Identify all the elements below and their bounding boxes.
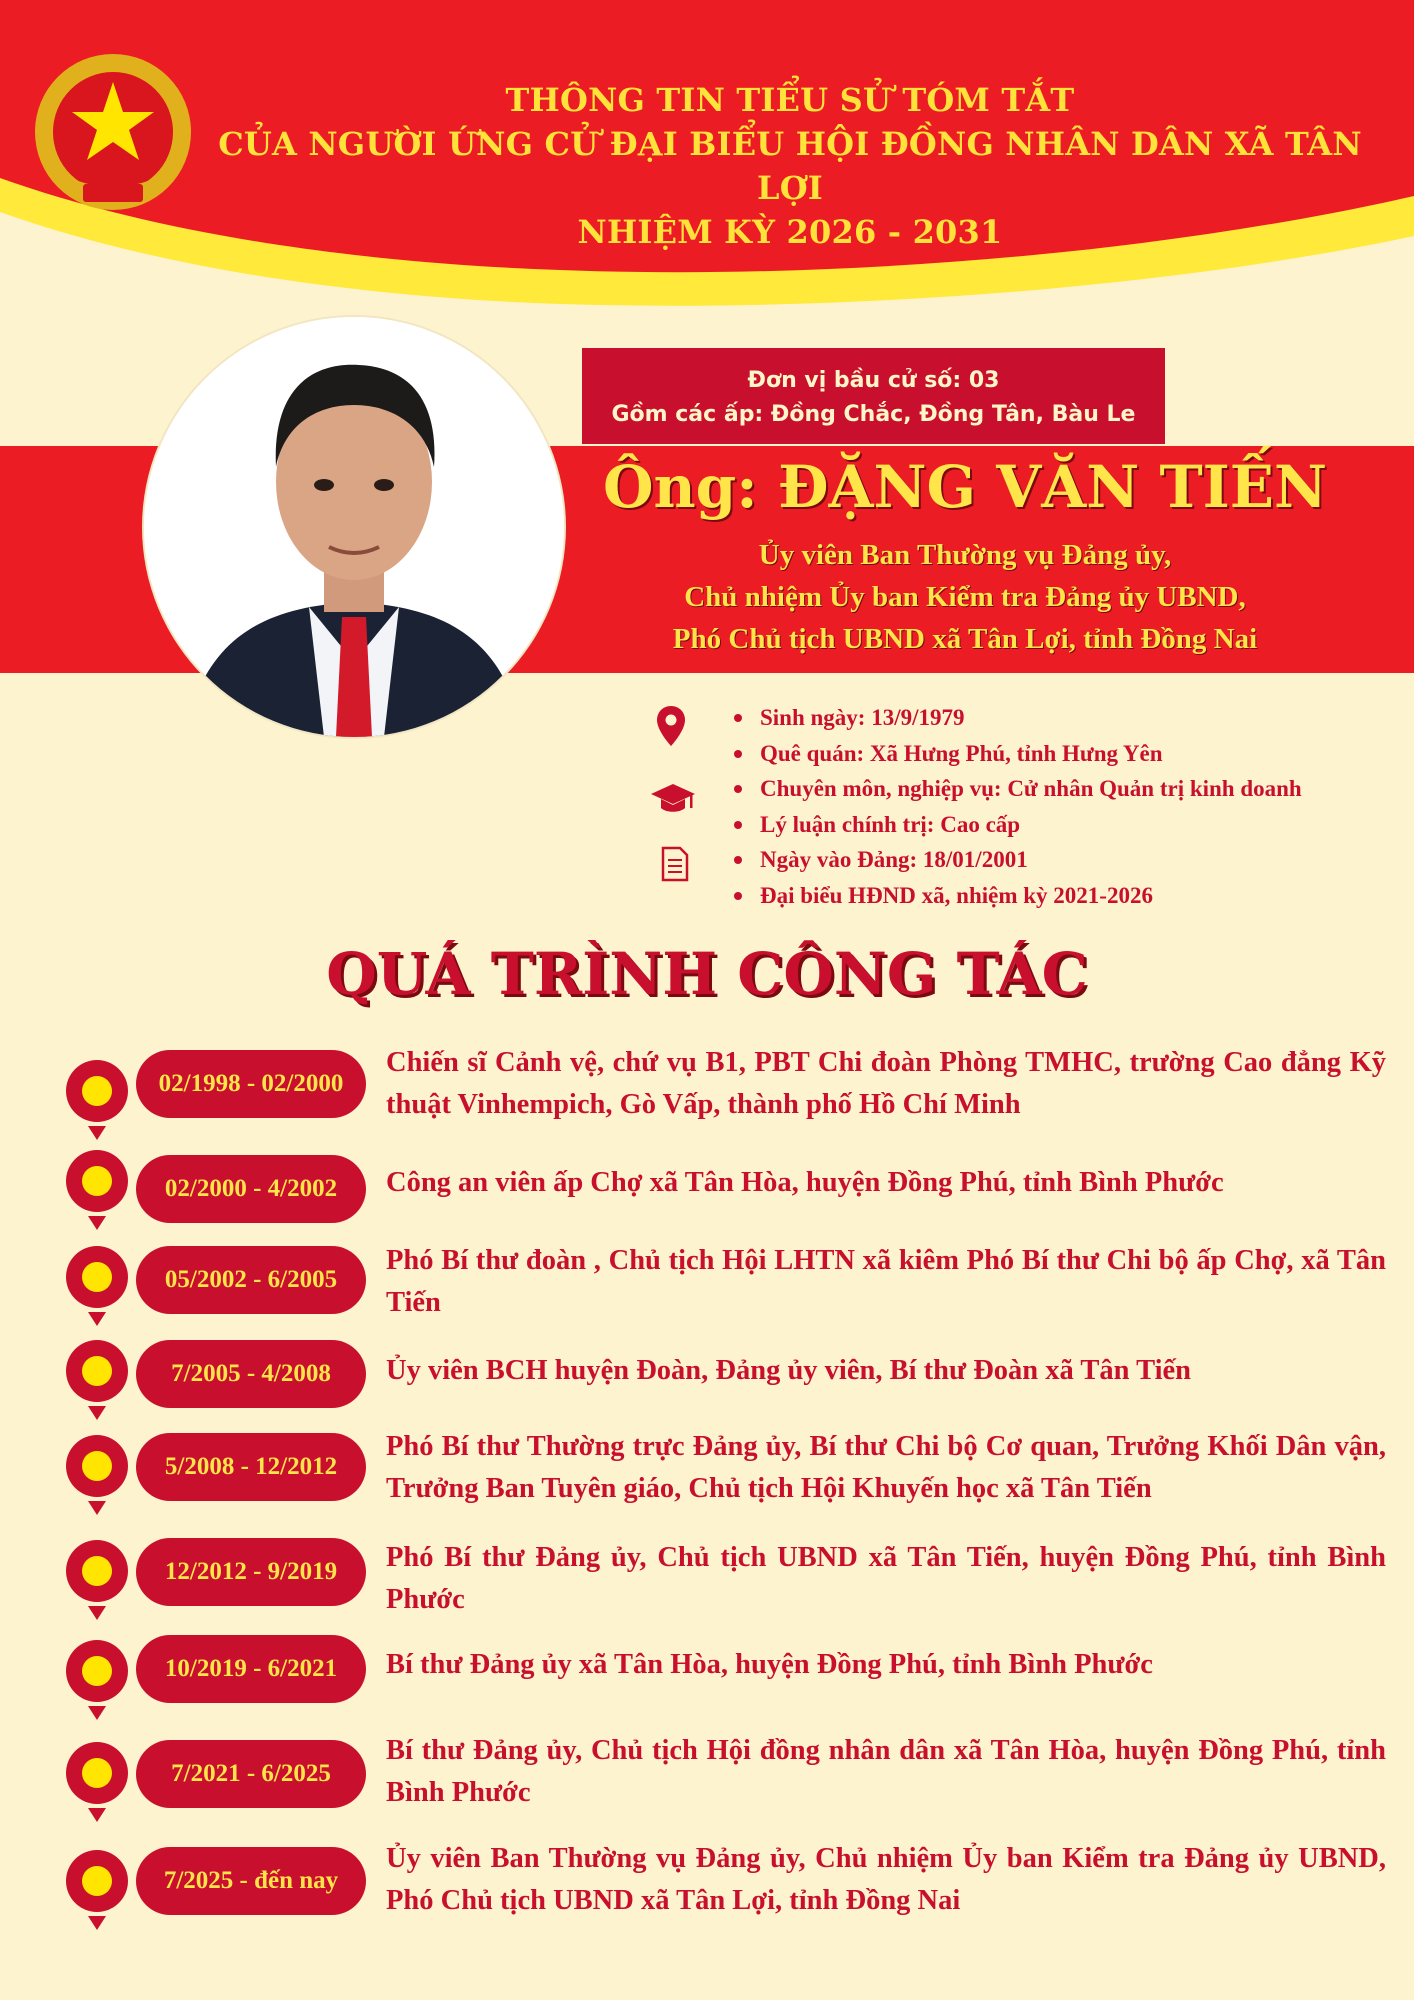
timeline-period: 10/2019 - 6/2021	[136, 1635, 366, 1703]
timeline-period: 05/2002 - 6/2005	[136, 1246, 366, 1314]
location-pin-icon	[655, 704, 687, 748]
timeline-dot-icon	[66, 1060, 128, 1122]
timeline-arrow-icon	[88, 1916, 106, 1930]
timeline-period: 02/1998 - 02/2000	[136, 1050, 366, 1118]
timeline-arrow-icon	[88, 1706, 106, 1720]
national-emblem-icon	[28, 52, 198, 222]
timeline-description: Phó Bí thư đoàn , Chủ tịch Hội LHTN xã kiêm Phó Bí thư Chi bộ ấp Chợ, xã Tân Tiến	[386, 1245, 1386, 1318]
header-title	[180, 78, 1400, 254]
bio-item-political-theory: Lý luận chính trị: Cao cấp	[728, 807, 1388, 843]
work-history-title: QUÁ TRÌNH CÔNG TÁC	[326, 940, 1088, 1008]
timeline-dot-icon	[66, 1540, 128, 1602]
header-line-1: THÔNG TIN TIỂU SỬ TÓM TẮT	[505, 81, 1075, 119]
bio-item-delegate: Đại biểu HĐND xã, nhiệm kỳ 2021-2026	[728, 878, 1388, 914]
timeline-period: 7/2021 - 6/2025	[136, 1740, 366, 1808]
candidate-positions	[600, 534, 1330, 660]
timeline-arrow-icon	[88, 1406, 106, 1420]
timeline-description: Chiến sĩ Cảnh vệ, chứ vụ B1, PBT Chi đoàn Phòng TMHC, trường Cao đẳng Kỹ thuật Vinhempich, Gò Vấp, thành phố Hồ Chí Minh	[386, 1047, 1386, 1120]
timeline-description: Công an viên ấp Chợ xã Tân Hòa, huyện Đồng Phú, tỉnh Bình Phước	[386, 1167, 1224, 1198]
timeline-arrow-icon	[88, 1501, 106, 1515]
timeline-description: Phó Bí thư Đảng ủy, Chủ tịch UBND xã Tân Tiến, huyện Đồng Phú, tỉnh Bình Phước	[386, 1542, 1386, 1615]
timeline-dot-icon	[66, 1150, 128, 1212]
document-icon	[660, 846, 690, 882]
timeline-dot-icon	[66, 1340, 128, 1402]
constituency-hamlets: Gồm các ấp: Đồng Chắc, Đồng Tân, Bàu Le	[611, 402, 1136, 427]
header-line-3: NHIỆM KỲ 2026 - 2031	[577, 213, 1003, 251]
timeline-arrow-icon	[88, 1808, 106, 1822]
timeline-dot-icon	[66, 1742, 128, 1804]
timeline-dot-icon	[66, 1640, 128, 1702]
timeline-arrow-icon	[88, 1606, 106, 1620]
timeline-period: 5/2008 - 12/2012	[136, 1433, 366, 1501]
timeline-period: 7/2025 - đến nay	[136, 1847, 366, 1915]
timeline-dot-icon	[66, 1435, 128, 1497]
graduation-cap-icon	[650, 782, 696, 816]
header-line-2: CỦA NGƯỜI ỨNG CỬ ĐẠI BIỂU HỘI ĐỒNG NHÂN DÂN XÃ TÂN LỢI	[218, 125, 1362, 207]
portrait-image	[144, 317, 564, 737]
timeline-description: Bí thư Đảng ủy xã Tân Hòa, huyện Đồng Phú, tỉnh Bình Phước	[386, 1649, 1153, 1680]
position-line-1: Ủy viên Ban Thường vụ Đảng ủy,	[758, 539, 1172, 571]
timeline-arrow-icon	[88, 1312, 106, 1326]
timeline-description: Ủy viên BCH huyện Đoàn, Đảng ủy viên, Bí thư Đoàn xã Tân Tiến	[386, 1355, 1192, 1386]
candidate-portrait	[144, 317, 564, 737]
candidate-name: Ông: ĐẶNG VĂN TIẾN	[602, 453, 1327, 521]
constituency-number: Đơn vị bầu cử số: 03	[747, 368, 1000, 393]
bio-item-profession: Chuyên môn, nghiệp vụ: Cử nhân Quản trị kinh doanh	[728, 771, 1388, 807]
timeline-description: Bí thư Đảng ủy, Chủ tịch Hội đồng nhân dân xã Tân Hòa, huyện Đồng Phú, tỉnh Bình Phước	[386, 1735, 1386, 1808]
timeline-period: 12/2012 - 9/2019	[136, 1538, 366, 1606]
timeline-dot-icon	[66, 1850, 128, 1912]
position-line-3: Phó Chủ tịch UBND xã Tân Lợi, tỉnh Đồng Nai	[672, 623, 1258, 655]
bio-item-party-date: Ngày vào Đảng: 18/01/2001	[728, 842, 1388, 878]
timeline-arrow-icon	[88, 1126, 106, 1140]
timeline-period: 7/2005 - 4/2008	[136, 1340, 366, 1408]
work-timeline	[0, 1030, 1414, 1970]
bio-item-hometown: Quê quán: Xã Hưng Phú, tỉnh Hưng Yên	[728, 736, 1388, 772]
timeline-arrow-icon	[88, 1216, 106, 1230]
constituency-box	[582, 348, 1165, 444]
bio-item-birthdate: Sinh ngày: 13/9/1979	[728, 700, 1388, 736]
timeline-description: Ủy viên Ban Thường vụ Đảng ủy, Chủ nhiệm Ủy ban Kiểm tra Đảng ủy UBND, Phó Chủ tịch UBND xã Tân Lợi, tỉnh Đồng Nai	[386, 1843, 1386, 1916]
position-line-2: Chủ nhiệm Ủy ban Kiểm tra Đảng ủy UBND,	[684, 581, 1246, 613]
bio-list	[728, 700, 1388, 913]
timeline-period: 02/2000 - 4/2002	[136, 1155, 366, 1223]
timeline-dot-icon	[66, 1246, 128, 1308]
timeline-description: Phó Bí thư Thường trực Đảng ủy, Bí thư Chi bộ Cơ quan, Trưởng Khối Dân vận, Trưởng Ban Tuyên giáo, Chủ tịch Hội Khuyến học xã Tân Tiến	[386, 1431, 1386, 1504]
